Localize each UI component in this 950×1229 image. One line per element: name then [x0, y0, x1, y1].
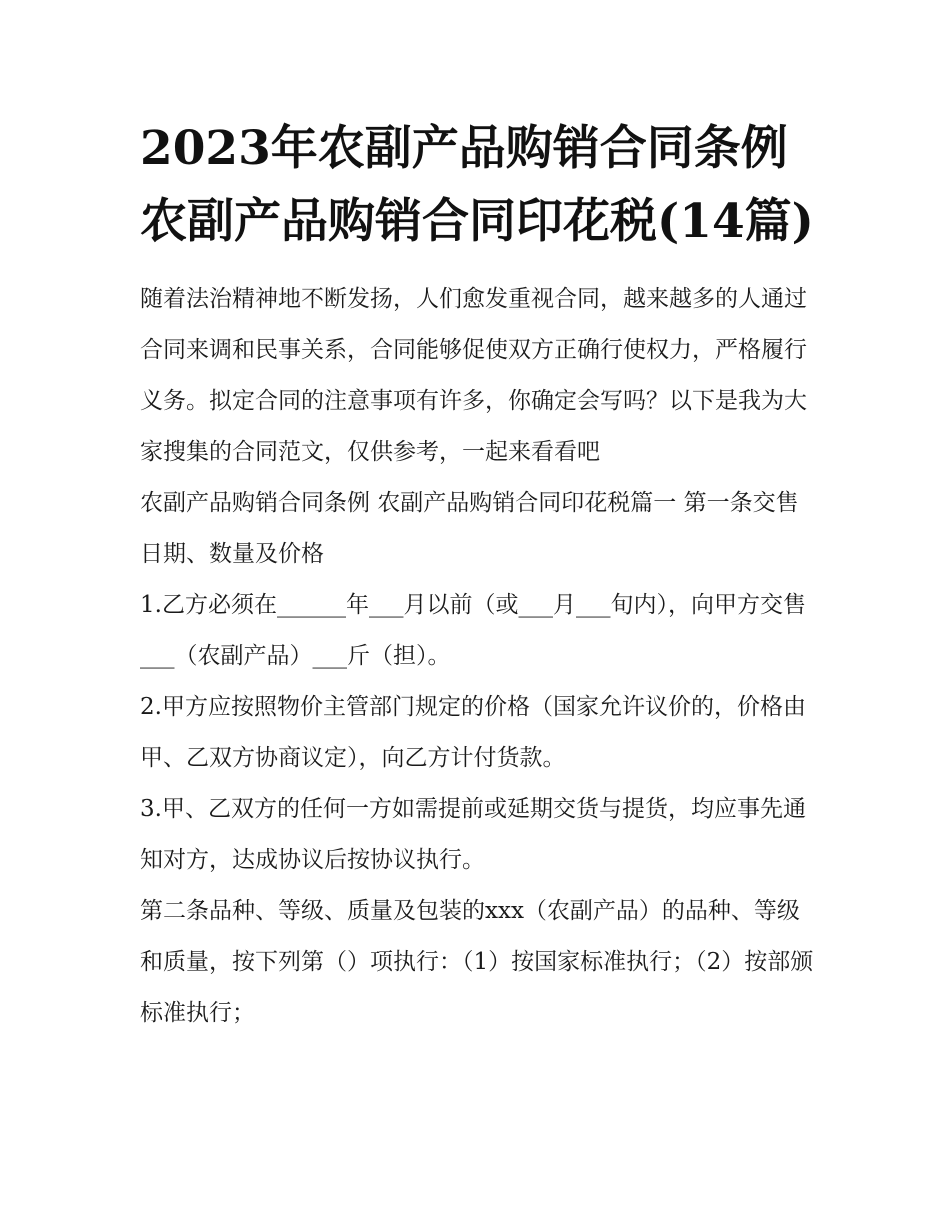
paragraph-clause-3: 3.甲、乙双方的任何一方如需提前或延期交货与提货，均应事先通知对方，达成协议后按协议执行。 — [140, 796, 806, 873]
paragraph-clause-1: 1.乙方必须在______年___月以前（或___月___旬内），向甲方交售___（农副产品）___斤（担）。 — [140, 592, 806, 669]
paragraph-article-2: 第二条品种、等级、质量及包装的xxx（农副产品）的品种、等级和质量，按下列第（）项执行：（1）按国家标准执行；（2）按部颁标准执行； — [140, 898, 814, 1026]
paragraph-clause-2: 2.甲方应按照物价主管部门规定的价格（国家允许议价的，价格由甲、乙双方协商议定），向乙方计付货款。 — [140, 694, 806, 771]
paragraph-article-1-heading: 农副产品购销合同条例 农副产品购销合同印花税篇一 第一条交售日期、数量及价格 — [140, 490, 799, 567]
document-title: 2023年农副产品购销合同条例 农副产品购销合同印花税(14篇) — [140, 121, 814, 249]
paragraph-intro: 随着法治精神地不断发扬，人们愈发重视合同，越来越多的人通过合同来调和民事关系，合同能够促使双方正确行使权力，严格履行义务。拟定合同的注意事项有许多，你确定会写吗？以下是我为大家搜集的合同范文，仅供参考，一起来看看吧 — [140, 286, 807, 465]
document-body — [140, 112, 818, 1039]
